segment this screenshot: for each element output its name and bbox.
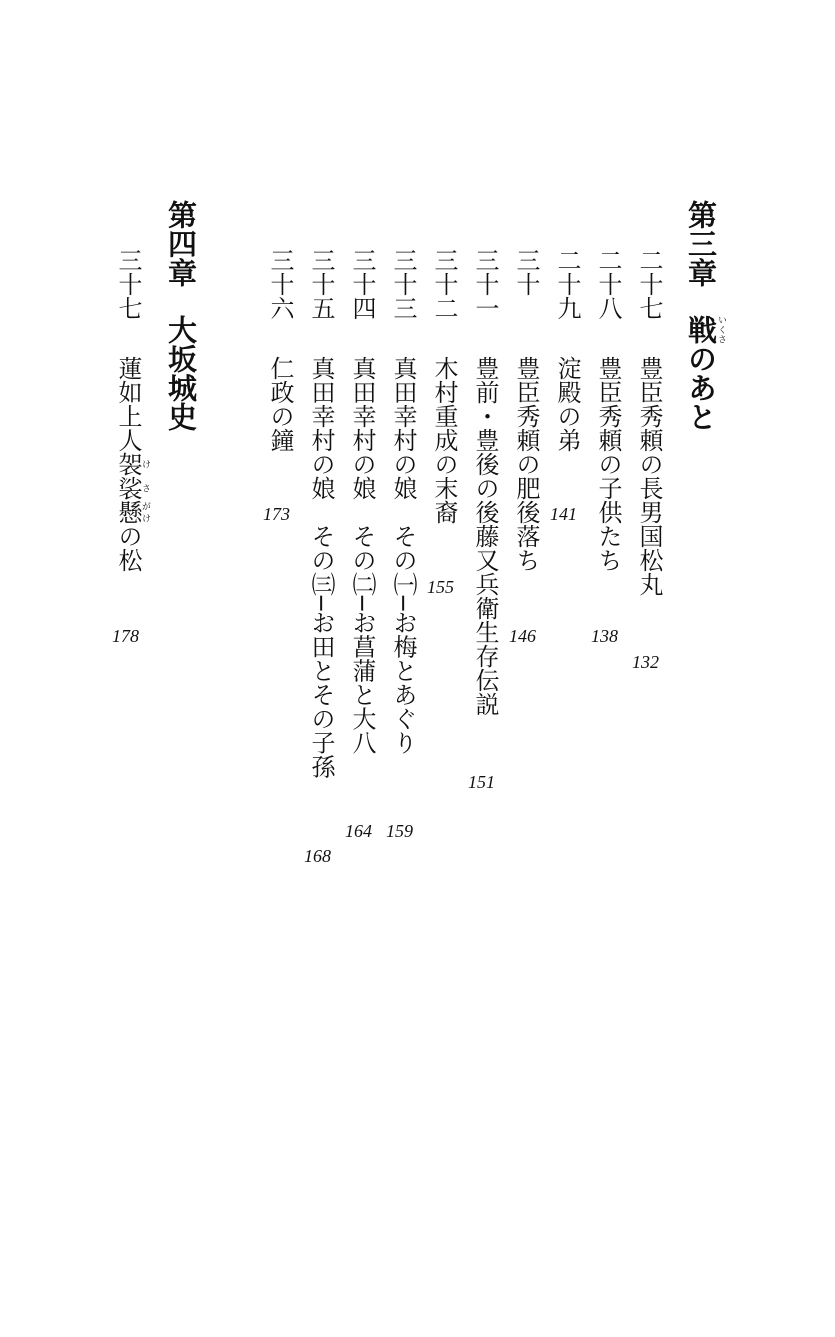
toc-entry-28-page: 138 (591, 626, 618, 646)
toc-entry-29-page: 141 (550, 504, 577, 524)
chapter-3-heading (686, 200, 726, 431)
toc-entry-33-number: 三十三 (389, 248, 417, 320)
toc-entry-27-page: 132 (632, 652, 659, 672)
toc-entry-32-number: 三十二 (430, 248, 458, 320)
toc-entry-30-page: 146 (509, 626, 536, 646)
toc-entry-27-number: 二十七 (635, 248, 663, 320)
toc-entry-37-number: 三十七 (114, 248, 142, 320)
toc-entry-30-title[interactable]: 豊臣秀頼の肥後落ち (512, 356, 540, 572)
chapter-4-number: 第四章 (164, 200, 198, 287)
toc-entry-28-number: 二十八 (594, 248, 622, 320)
chapter-3-title: のあと (684, 344, 718, 431)
toc-entry-35-page: 168 (304, 846, 331, 866)
toc-entry-32-page: 155 (427, 577, 454, 597)
toc-entry-35-number: 三十五 (307, 248, 335, 320)
toc-entry-29-number: 二十九 (553, 248, 581, 320)
chapter-3-title-ruby: 戦いくさ (684, 315, 726, 344)
toc-entry-31-number: 三十一 (471, 248, 499, 320)
toc-entry-30-number: 三十 (512, 248, 540, 296)
toc-entry-33-title[interactable]: 真田幸村の娘 その㈠─お梅とあぐり (389, 356, 417, 755)
toc-entry-34-page: 164 (345, 821, 372, 841)
toc-entry-36-title[interactable]: 仁政の鐘 (266, 356, 294, 452)
chapter-3-number: 第三章 (684, 200, 718, 287)
toc-entry-37-page: 178 (112, 626, 139, 646)
toc-entry-29-title[interactable]: 淀殿の弟 (553, 356, 581, 452)
toc-entry-31-page: 151 (468, 772, 495, 792)
toc-entry-36-number: 三十六 (266, 248, 294, 320)
toc-entry-32-title[interactable]: 木村重成の末裔 (430, 356, 458, 524)
toc-entry-36-page: 173 (263, 504, 290, 524)
toc-entry-33-page: 159 (386, 821, 413, 841)
toc-entry-34-title[interactable]: 真田幸村の娘 その㈡─お菖蒲と大八 (348, 356, 376, 755)
toc-entry-35-title[interactable]: 真田幸村の娘 その㈢─お田とその子孫 (307, 356, 335, 779)
chapter-4-heading (164, 200, 198, 431)
toc-entry-31-title[interactable]: 豊前・豊後の後藤又兵衛生存伝説 (471, 356, 499, 716)
toc-entry-27-title[interactable]: 豊臣秀頼の長男国松丸 (635, 356, 663, 596)
toc-entry-37-title[interactable]: 蓮如上人袈け裟さ懸がけの松 (114, 356, 150, 572)
toc-entry-28-title[interactable]: 豊臣秀頼の子供たち (594, 356, 622, 572)
chapter-4-title: 大坂城史 (164, 315, 198, 431)
toc-entry-34-number: 三十四 (348, 248, 376, 320)
